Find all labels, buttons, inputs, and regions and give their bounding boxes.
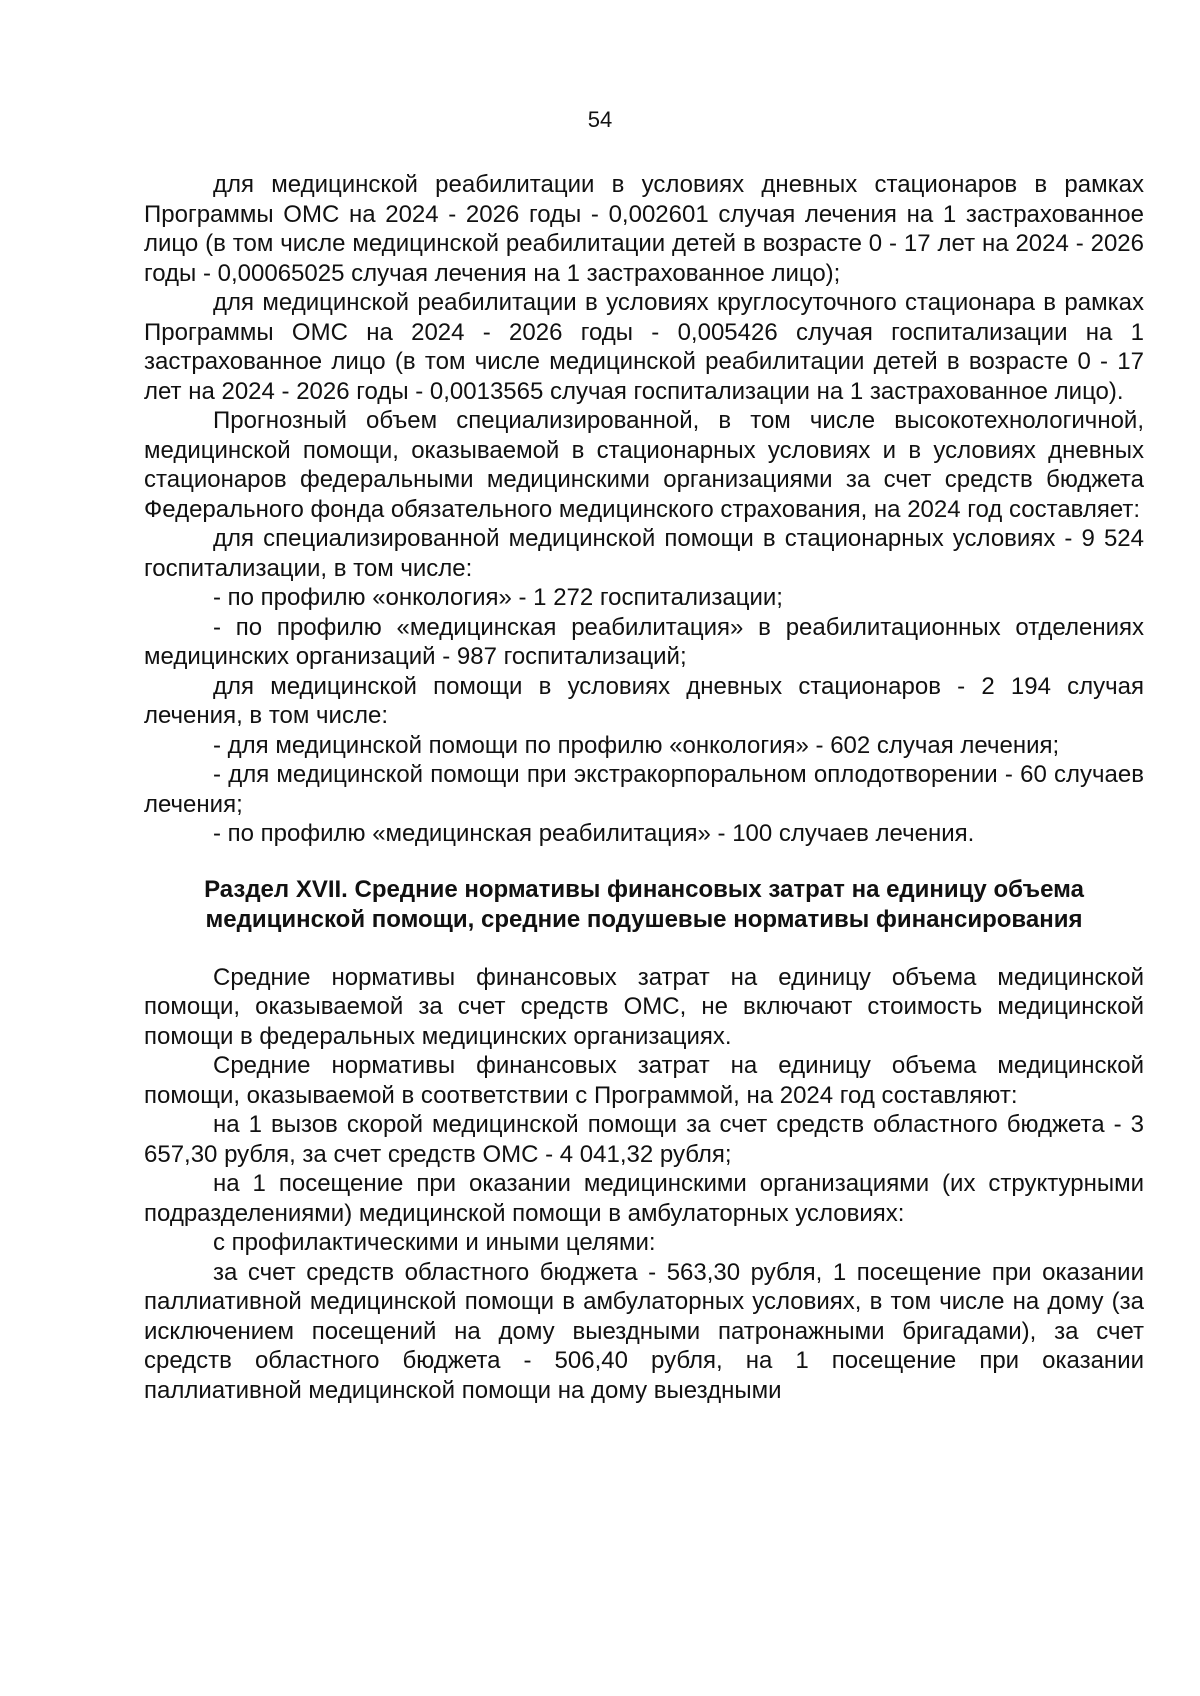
paragraph-preventive-purposes: с профилактическими и иными целями: <box>213 1229 656 1256</box>
paragraph-ambulance-call: на 1 вызов скорой медицинской помощи за счет средств областного бюджета - 3 657,30 рубля, за счет средств ОМС - 4 041,32 рубля; <box>144 1111 1144 1168</box>
paragraph-average-norms-2024: Средние нормативы финансовых затрат на единицу объема медицинской помощи, оказываемой в соответствии с Программой, на 2024 год составляют: <box>144 1052 1144 1109</box>
paragraph-oncology-cases: - для медицинской помощи по профилю «онкология» - 602 случая лечения; <box>213 731 1060 759</box>
paragraph-specialized-inpatient: для специализированной медицинской помощи в стационарных условиях - 9 524 госпитализации, в том числе: <box>144 525 1144 582</box>
paragraph-oms-exclusion: Средние нормативы финансовых затрат на единицу объема медицинской помощи, оказываемой за счет средств ОМС, не включают стоимость медицинской помощи в федеральных медицинских организациях. <box>144 963 1144 1050</box>
paragraph-rehab-cases: - по профилю «медицинская реабилитация» - 100 случаев лечения. <box>213 820 975 847</box>
paragraph-oncology-hospitalizations: - по профилю «онкология» - 1 272 госпитализации; <box>213 584 783 611</box>
page-number: 54 <box>587 107 613 132</box>
section-heading-line-1: Раздел XVII. Средние нормативы финансовых затрат на единицу объема <box>204 875 1084 903</box>
paragraph-day-hospital-rehab: для медицинской реабилитации в условиях дневных стационаров в рамках Программы ОМС на 2024 - 2026 годы - 0,002601 случая лечения на 1 застрахованное лицо (в том числе медицинской реабилитации детей в возрасте 0 - 17 лет на 2024 - 2026 годы - 0,00065025 случая лечения на 1 застрахованное лицо); <box>144 171 1144 287</box>
paragraph-forecast-volume: Прогнозный объем специализированной, в том числе высокотехнологичной, медицинской помощи, оказываемой в стационарных условиях и в условиях дневных стационаров федеральными медицинскими организациями за счет средств бюджета Федерального фонда обязательного медицинского страхования, на 2024 год составляет: <box>144 407 1144 523</box>
document-body <box>144 170 1144 1405</box>
paragraph-rehab-hospitalizations: - по профилю «медицинская реабилитация» в реабилитационных отделениях медицинских организаций - 987 госпитализаций; <box>144 613 1144 670</box>
paragraph-outpatient-visit: на 1 посещение при оказании медицинскими организациями (их структурными подразделениями) медицинской помощи в амбулаторных условиях: <box>144 1170 1144 1227</box>
section-heading <box>144 875 1144 935</box>
paragraph-day-hospital-care: для медицинской помощи в условиях дневных стационаров - 2 194 случая лечения, в том числе: <box>144 672 1144 729</box>
section-heading-line-2: медицинской помощи, средние подушевые нормативы финансирования <box>205 905 1083 933</box>
paragraph-round-clock-rehab: для медицинской реабилитации в условиях круглосуточного стационара в рамках Программы ОМС на 2024 - 2026 годы - 0,005426 случая госпитализации на 1 застрахованное лицо (в том числе медицинской реабилитации детей в возрасте 0 - 17 лет на 2024 - 2026 годы - 0,0013565 случая госпитализации на 1 застрахованное лицо). <box>144 289 1144 405</box>
paragraph-ivf-cases: - для медицинской помощи при экстракорпоральном оплодотворении - 60 случаев лечения; <box>144 761 1144 818</box>
paragraph-regional-budget-visits: за счет средств областного бюджета - 563,30 рубля, 1 посещение при оказании паллиативной медицинской помощи в амбулаторных условиях, в том числе на дому (за исключением посещений на дому выездными патронажными бригадами), за счет средств областного бюджета - 506,40 рубля, на 1 посещение при оказании паллиативной медицинской помощи на дому выездными <box>144 1258 1144 1404</box>
